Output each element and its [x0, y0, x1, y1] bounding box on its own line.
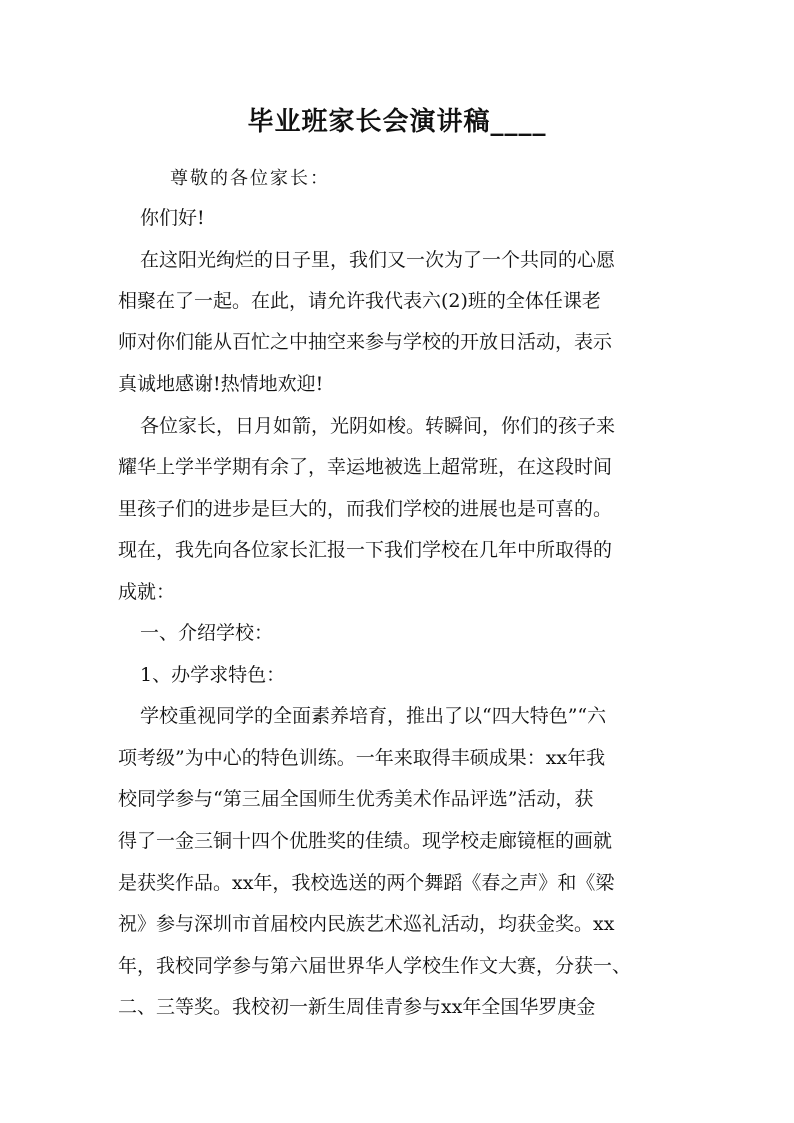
salutation-line: 尊敬的各位家长：: [170, 168, 330, 189]
paragraph-line: 成就：: [118, 581, 176, 603]
paragraph-line: 师对你们能从百忙之中抽空来参与学校的开放日活动，表示: [118, 331, 613, 353]
greeting-line: 你们好!: [140, 207, 205, 229]
paragraph-line: 相聚在了一起。在此，请允许我代表六(2)班的全体任课老: [118, 290, 601, 312]
paragraph-line: 是获奖作品。xx年，我校选送的两个舞蹈《春之声》和《梁: [118, 872, 615, 894]
paragraph-line: 学校重视同学的全面素养培育，推出了以“四大特色”“六: [140, 705, 607, 727]
paragraph-line: 在这阳光绚烂的日子里，我们又一次为了一个共同的心愿: [140, 249, 616, 271]
document-title: 毕业班家长会演讲稿____: [247, 107, 547, 137]
paragraph-line: 各位家长，日月如箭，光阴如梭。转瞬间，你们的孩子来: [140, 415, 616, 437]
paragraph-line: 二、三等奖。我校初一新生周佳青参与xx年全国华罗庚金: [118, 996, 596, 1018]
subsection-heading: 1、办学求特色：: [140, 664, 286, 686]
paragraph-line: 祝》参与深圳市首届校内民族艺术巡礼活动，均获金奖。xx: [118, 913, 615, 935]
section-heading: 一、介绍学校：: [140, 622, 274, 644]
paragraph-line: 现在，我先向各位家长汇报一下我们学校在几年中所取得的: [118, 539, 613, 561]
paragraph-line: 真诚地感谢!热情地欢迎!: [118, 373, 324, 395]
paragraph-line: 项考级”为中心的特色训练。一年来取得丰硕成果：xx年我: [118, 747, 606, 769]
paragraph-line: 里孩子们的进步是巨大的，而我们学校的进展也是可喜的。: [118, 498, 613, 520]
paragraph-line: 年，我校同学参与第六届世界华人学校生作文大赛，分获一、: [118, 955, 632, 977]
paragraph-line: 得了一金三铜十四个优胜奖的佳绩。现学校走廊镜框的画就: [118, 830, 613, 852]
paragraph-line: 校同学参与“第三届全国师生优秀美术作品评选”活动，获: [118, 788, 594, 810]
paragraph-line: 耀华上学半学期有余了，幸运地被选上超常班，在这段时间: [118, 456, 613, 478]
